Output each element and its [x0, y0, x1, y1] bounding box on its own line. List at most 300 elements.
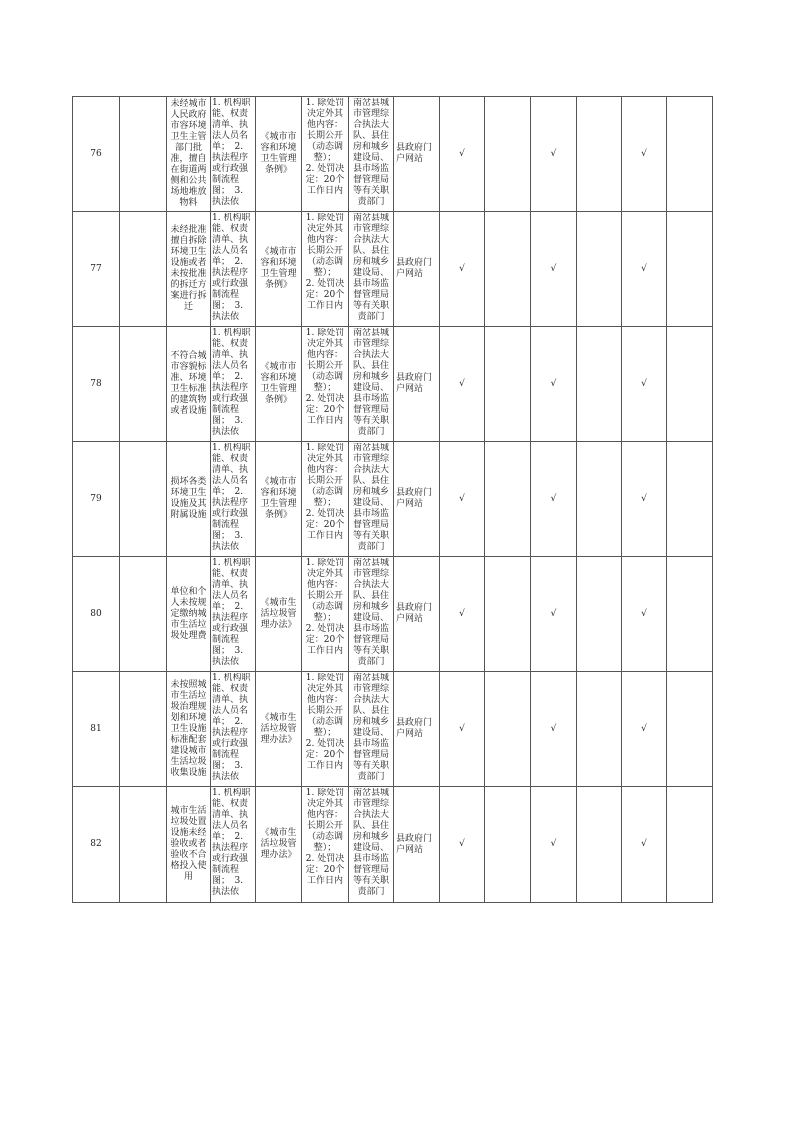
content-line: 清单、执: [212, 810, 249, 820]
row-number-cell: [73, 557, 120, 672]
subject-cell: [349, 97, 394, 212]
content-line: 执法依: [212, 426, 240, 437]
check-mark: √: [550, 839, 557, 849]
subject-line: 县市场监: [352, 278, 389, 289]
subject-line: 建设局、: [352, 843, 389, 853]
subject-line: 责部门: [357, 887, 385, 897]
content-line: 图； 3.: [212, 185, 244, 196]
basis-text: 《城市生活垃圾管理办法》: [260, 828, 297, 860]
row-number: 77: [90, 263, 102, 274]
subject-line: 市管理综: [352, 223, 389, 234]
content-line: 能、权责: [212, 568, 249, 579]
basis-text: 《城市市容和环境卫生管理条例》: [260, 247, 297, 290]
check-cell: [531, 97, 577, 212]
empty-cell: [577, 557, 622, 672]
subject-line: 合执法大: [352, 234, 389, 245]
subject-line: 责部门: [357, 656, 385, 667]
subject-line: 房和城乡: [352, 832, 389, 842]
empty-cell: [577, 212, 622, 327]
row-number: 79: [90, 493, 102, 504]
time-limit-line: 他内容：: [306, 119, 343, 130]
content-line: 制流程: [212, 519, 240, 530]
subject-line: 督管理局: [352, 404, 389, 415]
time-limit-line: 长期公开: [306, 130, 343, 141]
channel-cell: [394, 97, 440, 212]
time-limit-line: 整）；: [313, 843, 337, 853]
subject-line: 督管理局: [352, 289, 389, 300]
content-line: 单； 2.: [212, 486, 244, 497]
subject-line: 房和城乡: [352, 486, 389, 497]
time-limit-line: 2. 处罚决: [305, 278, 345, 289]
item-text: 不符合城市容貌标准、环境卫生标准的建筑物或者设施: [170, 351, 207, 416]
item-text: 未按照城市生活垃圾治理规划和环境卫生设施标准配套建设城市生活垃圾收集设施: [170, 679, 207, 778]
empty-cell: [577, 787, 622, 903]
subject-line: 建设局、: [352, 497, 389, 508]
time-limit-line: 长期公开: [306, 360, 343, 371]
subject-line: 督管理局: [352, 174, 389, 185]
row-number-cell: [73, 787, 120, 903]
row-number-cell: [73, 97, 120, 212]
item-text: 未经批准擅自拆除环境卫生设施或者未按批准的拆迁方案进行拆迁: [170, 225, 207, 312]
row-number-cell: [73, 442, 120, 557]
empty-cell: [577, 327, 622, 442]
time-limit-line: 他内容：: [306, 234, 343, 245]
content-line: 执法程序: [212, 612, 249, 623]
content-line: 清单、执: [212, 694, 249, 705]
channel-cell: [394, 557, 440, 672]
content-line: 1. 机构职: [212, 672, 251, 683]
content-line: 执法程序: [212, 267, 249, 278]
content-line: 或行政强: [212, 623, 249, 634]
time-limit-line: 工作日内: [306, 760, 343, 771]
empty-cell: [577, 672, 622, 787]
table-row: [73, 787, 713, 903]
item-text: 城市生活垃圾处置设施未经验收或者验收不合格投入使用: [170, 806, 207, 882]
check-mark: √: [459, 263, 465, 274]
check-mark: √: [459, 608, 465, 619]
subject-line: 队、县住: [352, 245, 389, 256]
empty-cell: [485, 557, 531, 672]
check-mark: √: [459, 723, 465, 734]
subject-line: 等有关职: [352, 645, 389, 656]
channel-text: 县政府门户网站: [396, 488, 433, 509]
check-mark: √: [641, 378, 647, 389]
channel-text: 县政府门户网站: [396, 373, 433, 394]
subject-line: 等有关职: [352, 300, 389, 311]
content-cell: [211, 442, 256, 557]
check-cell: [622, 327, 667, 442]
time-limit-line: 整）；: [313, 382, 337, 393]
content-cell: [211, 97, 256, 212]
row-number: 82: [90, 839, 102, 849]
subject-line: 市管理综: [352, 683, 389, 694]
content-line: 1. 机构职: [212, 327, 251, 338]
content-line: 制流程: [212, 749, 240, 760]
content-line: 执法程序: [212, 497, 249, 508]
empty-cell: [667, 212, 713, 327]
empty-cell: [667, 787, 713, 903]
subject-cell: [349, 212, 394, 327]
content-line: 单； 2.: [212, 601, 244, 612]
row-number: 78: [90, 378, 102, 389]
time-limit-line: 1. 除处罚: [305, 327, 345, 338]
check-cell: [622, 212, 667, 327]
empty-cell: [485, 442, 531, 557]
time-limit-line: 定：20个: [305, 519, 345, 530]
check-mark: √: [550, 608, 557, 619]
empty-cell: [120, 672, 167, 787]
time-limit-line: 决定外其: [306, 683, 343, 694]
content-line: 执法依: [212, 887, 240, 897]
subject-line: 督管理局: [352, 865, 389, 875]
item-cell: [167, 212, 211, 327]
basis-cell: [256, 672, 302, 787]
subject-line: 房和城乡: [352, 601, 389, 612]
subject-line: 房和城乡: [352, 141, 389, 152]
content-line: 1. 机构职: [212, 212, 251, 223]
content-line: 清单、执: [212, 464, 249, 475]
subject-line: 市管理综: [352, 108, 389, 119]
content-line: 法人员名: [212, 475, 249, 486]
empty-cell: [120, 557, 167, 672]
check-cell: [622, 557, 667, 672]
content-line: 单； 2.: [212, 371, 244, 382]
check-cell: [531, 787, 577, 903]
item-cell: [167, 787, 211, 903]
content-line: 1. 机构职: [212, 442, 251, 453]
empty-cell: [485, 212, 531, 327]
time-limit-line: 1. 除处罚: [305, 97, 345, 108]
subject-line: 督管理局: [352, 749, 389, 760]
check-cell: [531, 672, 577, 787]
subject-line: 等有关职: [352, 530, 389, 541]
time-limit-cell: [302, 557, 349, 672]
content-line: 能、权责: [212, 223, 249, 234]
subject-line: 责部门: [357, 771, 385, 782]
check-cell: [531, 212, 577, 327]
content-line: 或行政强: [212, 508, 249, 519]
time-limit-line: 1. 除处罚: [305, 442, 345, 453]
subject-line: 房和城乡: [352, 716, 389, 727]
subject-line: 南岔县城: [352, 327, 389, 338]
content-line: 法人员名: [212, 360, 249, 371]
subject-line: 合执法大: [352, 119, 389, 130]
row-number: 80: [90, 608, 102, 619]
content-line: 图； 3.: [212, 760, 244, 771]
basis-text: 《城市市容和环境卫生管理条例》: [260, 477, 297, 520]
subject-line: 南岔县城: [352, 788, 389, 798]
time-limit-line: 长期公开: [306, 475, 343, 486]
content-line: 制流程: [212, 634, 240, 645]
content-line: 单； 2.: [212, 256, 244, 267]
content-cell: [211, 212, 256, 327]
time-limit-line: 2. 处罚决: [305, 854, 345, 864]
empty-cell: [485, 327, 531, 442]
check-mark: √: [459, 839, 465, 849]
time-limit-line: 决定外其: [306, 568, 343, 579]
time-limit-line: 定：20个: [305, 404, 345, 415]
content-line: 法人员名: [212, 705, 249, 716]
time-limit-line: （动态调: [306, 716, 343, 727]
check-mark: √: [550, 723, 557, 734]
content-line: 执法程序: [212, 152, 249, 163]
time-limit-line: 2. 处罚决: [305, 623, 345, 634]
content-line: 清单、执: [212, 119, 249, 130]
content-line: 能、权责: [212, 108, 249, 119]
subject-line: 县市场监: [352, 393, 389, 404]
time-limit-line: 1. 除处罚: [305, 212, 345, 223]
item-cell: [167, 557, 211, 672]
empty-cell: [120, 97, 167, 212]
time-limit-line: 决定外其: [306, 223, 343, 234]
check-cell: [440, 327, 485, 442]
subject-cell: [349, 672, 394, 787]
subject-line: 县市场监: [352, 163, 389, 174]
subject-line: 等有关职: [352, 185, 389, 196]
subject-line: 等有关职: [352, 876, 389, 886]
table-row: [73, 672, 713, 787]
subject-line: 等有关职: [352, 760, 389, 771]
subject-line: 责部门: [357, 426, 385, 437]
check-mark: √: [641, 493, 647, 504]
row-number: 76: [90, 148, 102, 159]
content-line: 能、权责: [212, 453, 249, 464]
content-line: 执法程序: [212, 727, 249, 738]
time-limit-line: 工作日内: [306, 876, 343, 886]
content-line: 1. 机构职: [212, 788, 251, 798]
content-line: 制流程: [212, 404, 240, 415]
check-cell: [440, 212, 485, 327]
time-limit-line: （动态调: [306, 256, 343, 267]
content-line: 清单、执: [212, 234, 249, 245]
time-limit-line: 工作日内: [306, 530, 343, 541]
content-line: 或行政强: [212, 163, 249, 174]
time-limit-line: 定：20个: [305, 865, 345, 875]
empty-cell: [667, 672, 713, 787]
time-limit-cell: [302, 442, 349, 557]
time-limit-line: 整）；: [313, 727, 337, 738]
check-mark: √: [641, 608, 647, 619]
channel-cell: [394, 327, 440, 442]
time-limit-line: 决定外其: [306, 799, 343, 809]
check-mark: √: [550, 493, 557, 504]
basis-cell: [256, 97, 302, 212]
subject-line: 队、县住: [352, 475, 389, 486]
content-line: 单； 2.: [212, 716, 244, 727]
subject-line: 南岔县城: [352, 557, 389, 568]
check-cell: [622, 442, 667, 557]
time-limit-line: 长期公开: [306, 821, 343, 831]
channel-text: 县政府门户网站: [396, 143, 433, 164]
time-limit-line: 整）；: [313, 152, 337, 163]
subject-line: 责部门: [357, 196, 385, 207]
empty-cell: [120, 442, 167, 557]
time-limit-line: 1. 除处罚: [305, 557, 345, 568]
subject-line: 南岔县城: [352, 97, 389, 108]
content-line: 能、权责: [212, 338, 249, 349]
channel-cell: [394, 442, 440, 557]
subject-line: 建设局、: [352, 152, 389, 163]
subject-line: 建设局、: [352, 267, 389, 278]
check-cell: [440, 442, 485, 557]
content-line: 制流程: [212, 174, 240, 185]
subject-line: 县市场监: [352, 738, 389, 749]
time-limit-line: 工作日内: [306, 300, 343, 311]
empty-cell: [485, 97, 531, 212]
subject-line: 南岔县城: [352, 212, 389, 223]
content-line: 清单、执: [212, 349, 249, 360]
item-cell: [167, 442, 211, 557]
content-line: 图； 3.: [212, 645, 244, 656]
time-limit-line: 他内容：: [306, 579, 343, 590]
row-number-cell: [73, 212, 120, 327]
table-row: [73, 97, 713, 212]
time-limit-line: 长期公开: [306, 245, 343, 256]
check-cell: [622, 672, 667, 787]
empty-cell: [120, 327, 167, 442]
subject-cell: [349, 442, 394, 557]
subject-line: 队、县住: [352, 590, 389, 601]
subject-line: 队、县住: [352, 360, 389, 371]
time-limit-line: 工作日内: [306, 185, 343, 196]
subject-line: 市管理综: [352, 338, 389, 349]
row-number-cell: [73, 327, 120, 442]
row-number-cell: [73, 672, 120, 787]
content-line: 执法依: [212, 311, 240, 322]
content-line: 1. 机构职: [212, 97, 251, 108]
time-limit-line: 2. 处罚决: [305, 393, 345, 404]
subject-line: 等有关职: [352, 415, 389, 426]
content-line: 或行政强: [212, 738, 249, 749]
time-limit-cell: [302, 672, 349, 787]
time-limit-line: 2. 处罚决: [305, 508, 345, 519]
basis-text: 《城市生活垃圾管理办法》: [260, 712, 297, 745]
content-line: 执法依: [212, 771, 240, 782]
table-body: [73, 97, 713, 903]
basis-text: 《城市市容和环境卫生管理条例》: [260, 132, 297, 175]
content-cell: [211, 557, 256, 672]
basis-cell: [256, 442, 302, 557]
disclosure-table: [72, 96, 713, 903]
empty-cell: [577, 97, 622, 212]
content-line: 清单、执: [212, 579, 249, 590]
content-line: 或行政强: [212, 278, 249, 289]
content-line: 或行政强: [212, 393, 249, 404]
item-text: 损坏各类环境卫生设施及其附属设施: [170, 477, 207, 520]
basis-cell: [256, 212, 302, 327]
time-limit-line: （动态调: [306, 832, 343, 842]
time-limit-cell: [302, 327, 349, 442]
time-limit-line: 长期公开: [306, 590, 343, 601]
check-mark: √: [550, 263, 557, 274]
time-limit-line: 定：20个: [305, 174, 345, 185]
subject-line: 督管理局: [352, 634, 389, 645]
basis-text: 《城市生活垃圾管理办法》: [260, 597, 297, 630]
subject-line: 市管理综: [352, 799, 389, 809]
channel-text: 县政府门户网站: [396, 603, 433, 624]
check-cell: [531, 557, 577, 672]
subject-line: 合执法大: [352, 694, 389, 705]
subject-line: 督管理局: [352, 519, 389, 530]
check-cell: [622, 97, 667, 212]
subject-line: 市管理综: [352, 568, 389, 579]
time-limit-line: 整）；: [313, 267, 337, 278]
content-line: 执法依: [212, 541, 240, 552]
time-limit-line: 他内容：: [306, 694, 343, 705]
time-limit-line: 2. 处罚决: [305, 738, 345, 749]
subject-line: 县市场监: [352, 854, 389, 864]
subject-line: 南岔县城: [352, 442, 389, 453]
check-mark: √: [641, 723, 647, 734]
subject-cell: [349, 327, 394, 442]
table-row: [73, 442, 713, 557]
empty-cell: [120, 787, 167, 903]
content-line: 或行政强: [212, 854, 249, 864]
content-cell: [211, 672, 256, 787]
time-limit-line: 整）；: [313, 612, 337, 623]
check-cell: [440, 787, 485, 903]
time-limit-line: 他内容：: [306, 810, 343, 820]
content-line: 图； 3.: [212, 415, 244, 426]
item-text: 单位和个人未按规定缴纳城市生活垃圾处理费: [170, 586, 207, 641]
content-cell: [211, 787, 256, 903]
check-mark: √: [641, 148, 647, 159]
subject-line: 合执法大: [352, 349, 389, 360]
check-mark: √: [641, 263, 647, 274]
time-limit-line: （动态调: [306, 371, 343, 382]
time-limit-cell: [302, 97, 349, 212]
basis-cell: [256, 787, 302, 903]
check-cell: [440, 557, 485, 672]
channel-text: 县政府门户网站: [396, 718, 433, 739]
check-cell: [531, 327, 577, 442]
check-cell: [440, 97, 485, 212]
check-mark: √: [459, 378, 465, 389]
subject-line: 建设局、: [352, 612, 389, 623]
time-limit-line: （动态调: [306, 141, 343, 152]
subject-line: 南岔县城: [352, 672, 389, 683]
time-limit-line: 定：20个: [305, 749, 345, 760]
content-line: 制流程: [212, 865, 240, 875]
subject-line: 房和城乡: [352, 371, 389, 382]
time-limit-line: 1. 除处罚: [305, 788, 345, 798]
subject-line: 县市场监: [352, 508, 389, 519]
content-line: 法人员名: [212, 590, 249, 601]
check-mark: √: [550, 378, 557, 389]
content-line: 执法依: [212, 196, 240, 207]
time-limit-line: 工作日内: [306, 415, 343, 426]
time-limit-line: 工作日内: [306, 645, 343, 656]
subject-line: 建设局、: [352, 727, 389, 738]
item-cell: [167, 672, 211, 787]
subject-cell: [349, 557, 394, 672]
item-cell: [167, 327, 211, 442]
time-limit-line: （动态调: [306, 601, 343, 612]
subject-line: 建设局、: [352, 382, 389, 393]
channel-cell: [394, 787, 440, 903]
check-cell: [622, 787, 667, 903]
content-line: 制流程: [212, 289, 240, 300]
time-limit-line: 他内容：: [306, 464, 343, 475]
basis-cell: [256, 327, 302, 442]
time-limit-line: 决定外其: [306, 338, 343, 349]
content-line: 执法程序: [212, 382, 249, 393]
content-line: 法人员名: [212, 821, 249, 831]
basis-text: 《城市市容和环境卫生管理条例》: [260, 362, 297, 405]
check-mark: √: [550, 148, 557, 159]
table-row: [73, 212, 713, 327]
empty-cell: [577, 442, 622, 557]
